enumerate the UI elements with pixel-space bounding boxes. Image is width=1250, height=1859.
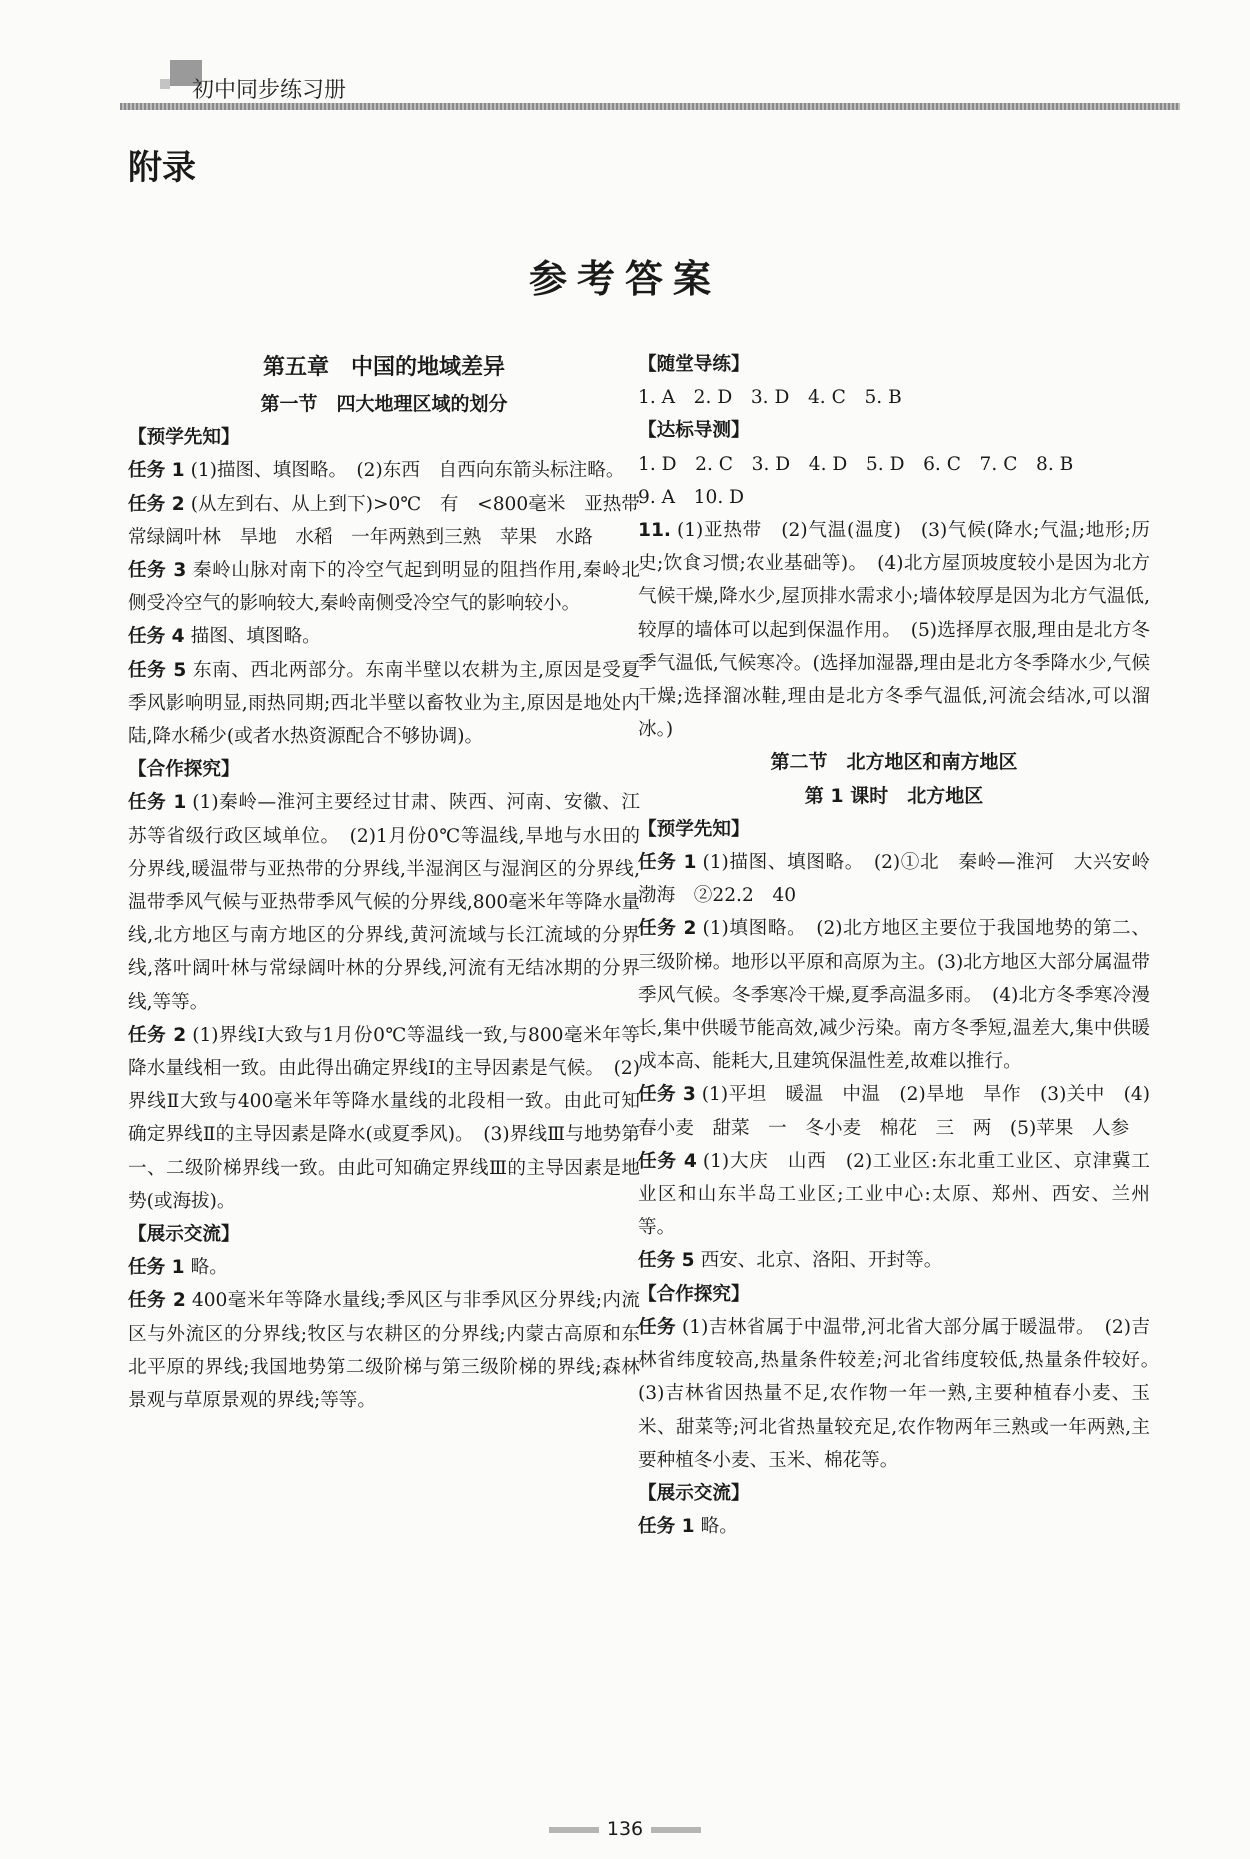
task-text: (1)秦岭—淮河主要经过甘肃、陕西、河南、安徽、江苏等省级行政区域单位。 (2)1月份0℃等温线,旱地与水田的分界线,暖温带与亚热带的分界线,半湿润区与湿润区的分界线,温带季风气候与亚热带季风气候的分界线,800毫米年等降水量线,北方地区与南方地区的分界线,黄河流域与长江流域的分界线,落叶阔叶林与常绿阔叶林的分界线,河流有无结冰期的分界线,等等。 [128, 792, 640, 1013]
task-label: 任务 5 [128, 659, 187, 681]
answer-line: 9. A 10. D [638, 486, 745, 508]
task-text: 略。 [190, 1257, 228, 1279]
subsection-heading: 【预学先知】 [638, 818, 750, 840]
task-label: 任务 4 [128, 626, 185, 648]
question-paragraph [638, 514, 1150, 746]
book-title: 初中同步练习册 [192, 78, 347, 103]
task-label: 任务 5 [638, 1250, 695, 1272]
subsection-heading: 【预学先知】 [128, 427, 240, 449]
right-column [638, 348, 1169, 1543]
task-text: (1)描图、填图略。 (2)东西 自西向东箭头标注略。 [190, 460, 625, 482]
task-label: 任务 2 [128, 493, 185, 515]
task-label: 任务 1 [128, 792, 187, 814]
task-label: 任务 4 [638, 1150, 697, 1172]
task-label: 任务 1 [128, 460, 185, 482]
section-title: 第二节 北方地区和南方地区 [770, 751, 1018, 774]
task-label: 任务 1 [638, 1516, 695, 1538]
footer-decoration-right [651, 1827, 701, 1833]
task-text: 西安、北京、洛阳、开封等。 [700, 1250, 943, 1272]
task-paragraph [638, 1510, 1150, 1543]
task-label: 任务 3 [638, 1084, 696, 1106]
question-label: 11. [638, 520, 671, 542]
task-text: 400毫米年等降水量线;季风区与非季风区分界线;内流区与外流区的分界线;牧区与农耕区的分界线;内蒙古高原和东北平原的界线;我国地势第二级阶梯与第三级阶梯的界线;森林景观与草原景观的界线;等等。 [128, 1290, 640, 1412]
task-paragraph [128, 1019, 640, 1218]
task-paragraph [638, 846, 1169, 912]
task-paragraph [638, 1078, 1150, 1144]
task-label: 任务 [638, 1316, 676, 1338]
answer-line: 1. D 2. C 3. D 4. D 5. D 6. C 7. C 8. B [638, 453, 1074, 475]
task-paragraph [128, 554, 640, 620]
task-text: (从左到右、从上到下)>0℃ 有 <800毫米 亚热带常绿阔叶林 旱地 水稻 一年两熟到三熟 苹果 水路 [128, 493, 640, 548]
subsection-heading: 【合作探究】 [128, 759, 240, 781]
task-paragraph [638, 1311, 1169, 1477]
header-rule [120, 103, 1180, 110]
task-label: 任务 2 [638, 918, 697, 940]
answer-line: 1. A 2. D 3. D 4. C 5. B [638, 387, 902, 409]
task-label: 任务 1 [638, 852, 697, 874]
lesson-title: 第 1 课时 北方地区 [804, 784, 984, 807]
task-text: (1)吉林省属于中温带,河北省大部分属于暖温带。 (2)吉林省纬度较高,热量条件较差;河北省纬度较低,热量条件较好。 (3)吉林省因热量不足,农作物一年一熟,主要种植春小麦、玉米、甜菜等;河北省热量较充足,农作物两年三熟或一年两熟,主要种植冬小麦、玉米、棉花等。 [638, 1316, 1169, 1471]
page-title: 参考答案 [528, 257, 721, 301]
page-header [120, 55, 1180, 115]
task-paragraph [638, 912, 1150, 1078]
task-paragraph [128, 654, 640, 754]
question-text: (1)亚热带 (2)气温(温度) (3)气候(降水;气温;地形;历史;饮食习惯;农业基础等)。 (4)北方屋顶坡度较小是因为北方气候干燥,降水少,屋顶排水需求小;墙体较厚是因为北方气温低,较厚的墙体可以起到保温作用。 (5)选择厚衣服,理由是北方冬季气温低,气候寒冷。(选择加湿器,理由是北方冬季降水少,气候干燥;选择溜冰鞋,理由是北方冬季气温低,河流会结冰,可以溜冰。) [638, 520, 1150, 741]
section-title: 第一节 四大地理区域的划分 [260, 393, 508, 415]
task-paragraph [128, 1284, 640, 1417]
task-paragraph [638, 1145, 1150, 1245]
task-text: (1)描图、填图略。 (2)①北 秦岭—淮河 大兴安岭 渤海 ②22.2 40 [638, 852, 1169, 907]
subsection-heading: 【随堂导练】 [638, 354, 750, 375]
task-paragraph [638, 1244, 1150, 1277]
task-paragraph [128, 620, 640, 653]
task-label: 任务 1 [128, 1257, 185, 1279]
page-number: 136 [606, 1818, 644, 1840]
task-text: (1)平坦 暖温 中温 (2)旱地 旱作 (3)关中 (4)春小麦 甜菜 一 冬小麦 棉花 三 两 (5)苹果 人参 [638, 1084, 1150, 1139]
task-text: 略。 [700, 1516, 738, 1538]
chapter-title: 第五章 中国的地域差异 [262, 355, 505, 380]
task-text: (1)界线Ⅰ大致与1月份0℃等温线一致,与800毫米年等降水量线相一致。由此得出确定界线Ⅰ的主导因素是气候。 (2)界线Ⅱ大致与400毫米年等降水量线的北段相一致。由此可知确定界线Ⅱ的主导因素是降水(或夏季风)。 (3)界线Ⅲ与地势第一、二级阶梯界线一致。由此可知确定界线Ⅲ的主导因素是地势(或海拔)。 [128, 1024, 640, 1212]
task-text: (1)填图略。 (2)北方地区主要位于我国地势的第二、三级阶梯。地形以平原和高原为主。(3)北方地区大部分属温带季风气候。冬季寒冷干燥,夏季高温多雨。 (4)北方冬季寒冷漫长,集中供暖节能高效,减少污染。南方冬季短,温差大,集中供暖成本高、能耗大,且建筑保温性差,故难以推行。 [638, 918, 1150, 1073]
subsection-heading: 【合作探究】 [638, 1283, 750, 1305]
subsection-heading: 【展示交流】 [638, 1482, 750, 1504]
task-text: 描图、填图略。 [190, 626, 321, 648]
page-footer [0, 1818, 1250, 1840]
task-text: 秦岭山脉对南下的冷空气起到明显的阻挡作用,秦岭北侧受冷空气的影响较大,秦岭南侧受冷空气的影响较小。 [128, 560, 640, 615]
subsection-heading: 【达标导测】 [638, 420, 750, 442]
footer-decoration-left [549, 1827, 599, 1833]
task-label: 任务 2 [128, 1024, 187, 1046]
task-label: 任务 2 [128, 1290, 186, 1312]
task-paragraph [128, 488, 640, 554]
task-paragraph [128, 1251, 640, 1284]
header-decoration-small [160, 79, 170, 89]
task-paragraph [128, 786, 640, 1018]
task-label: 任务 3 [128, 560, 187, 582]
task-paragraph [128, 454, 640, 487]
subsection-heading: 【展示交流】 [128, 1224, 240, 1246]
left-column [128, 348, 640, 1417]
task-text: 东南、西北两部分。东南半壁以农耕为主,原因是受夏季风影响明显,雨热同期;西北半壁以畜牧业为主,原因是地处内陆,降水稀少(或者水热资源配合不够协调)。 [128, 659, 640, 748]
appendix-heading: 附录 [128, 148, 196, 188]
task-text: (1)大庆 山西 (2)工业区:东北重工业区、京津冀工业区和山东半岛工业区;工业中心:太原、郑州、西安、兰州等。 [638, 1150, 1150, 1239]
